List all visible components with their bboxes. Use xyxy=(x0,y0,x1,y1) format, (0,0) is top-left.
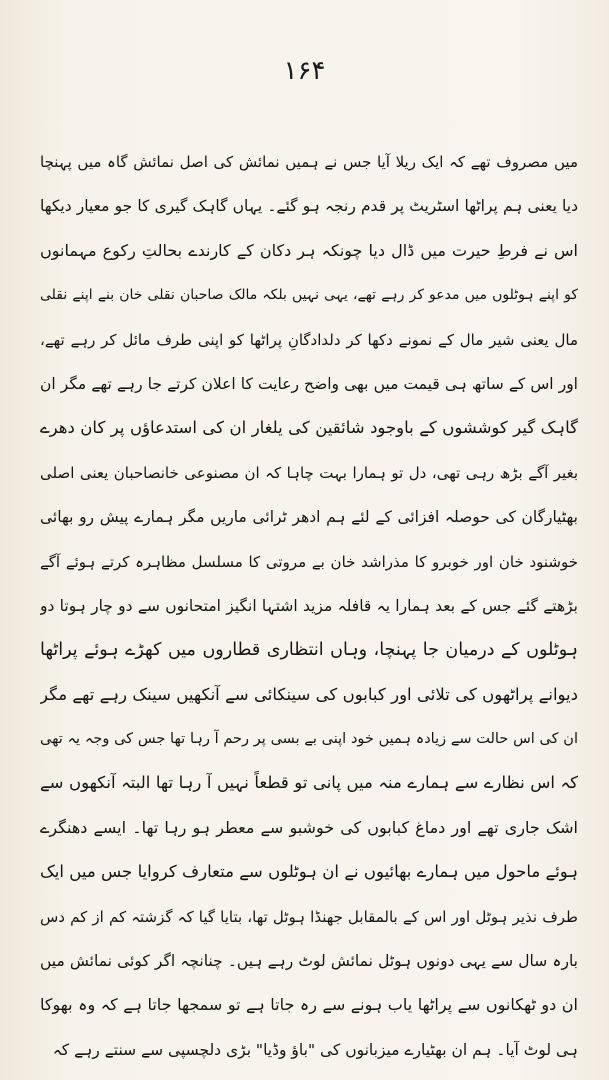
text-line: بغیر آگے بڑھ رہی تھی، دل تو ہمارا بہت چاہا کہ ان مصنوعی خانصاحبان یعنی اصلی xyxy=(40,463,578,482)
text-line: بارہ سال سے یہی دونوں ہوٹل نمائش لوٹ رہے ہیں۔ چنانچہ اگر کوئی نمائش میں xyxy=(40,952,578,971)
body-text xyxy=(40,140,578,1072)
text-line: خوشنود خان اور خوبرو کا مذراشد خان بے مروتی کا مسلسل مظاہرہ کرتے ہوئے آگے xyxy=(40,552,578,571)
text-line: میں مصروف تھے کہ ایک ریلا آیا جس نے ہمیں نمائش کی اصل نمائش گاہ میں پہنچا xyxy=(40,153,578,171)
text-line: اور اس کے ساتھ ہی قیمت میں بھی واضح رعایت کا اعلان کرتے جا رہے تھے مگر ان xyxy=(40,374,578,393)
text-line: ہی لوٹ آیا۔ ہم ان بھٹیارے میزبانوں کی "باؤ وڈیا" بڑی دلچسپی سے سنتے رہے کہ xyxy=(52,1040,578,1059)
text-line: کو اپنے ہوٹلوں میں مدعو کر رہے تھے، یہی نہیں بلکہ مالک صاحبان نقلی خان بنے اپنے نقلی xyxy=(40,287,578,304)
text-line: دیوانے پراٹھوں کی تلائی اور کبابوں کی سینکائی سے آنکھیں سینک رہے تھے مگر xyxy=(40,684,578,704)
text-line: دیا یعنی ہم پراٹھا اسٹریٹ پر قدم رنجہ ہو گئے۔ یہاں گاہک گیری کا جو معیار دیکھا xyxy=(40,197,578,216)
text-line: ہوٹلوں کے درمیان جا پہنچا، وہاں انتظاری قطاروں میں کھڑے ہوئے پراٹھا xyxy=(40,640,578,661)
text-line: ان دو ٹھکانوں سے پراٹھا یاب ہونے سے رہ جاتا ہے تو سمجھا جاتا ہے کہ وہ بھوکا xyxy=(40,995,578,1015)
page-number: ۱۶۴ xyxy=(283,56,326,86)
text-line: اس نے فرطِ حیرت میں ڈال دیا چونکہ ہر دکان کے کارندے بحالتِ رکوع مہمانوں xyxy=(40,240,578,260)
text-line: بڑھتے گئے جس کے بعد ہمارا یہ قافلہ مزید اشتہا انگیز امتحانوں سے دو چار ہوتا دو xyxy=(40,596,578,615)
text-line: ان کی اس حالت سے زیادہ ہمیں خود اپنی بے بسی پر رحم آ رہا تھا جس کی وجہ یہ تھی xyxy=(40,731,578,748)
text-line: بھٹیارگان کی حوصلہ افزائی کے لئے ہم ادھر ٹرائی ماریں مگر ہمارے پیش رو بھائی xyxy=(40,508,578,527)
text-line: گاہک گیر کوششوں کے باوجود شائقین کی یلغار ان کی استدعاؤں پر کان دھرے xyxy=(40,418,578,438)
text-line: کہ اس نظارے سے ہمارے منہ میں پانی تو قطعاً نہیں آ رہا تھا البتہ آنکھوں سے xyxy=(40,773,578,793)
text-line: طرف نذیر ہوٹل اور اس کے بالمقابل جھنڈا ہوٹل تھا، بتایا گیا کہ گزشتہ کم از کم دس xyxy=(40,907,578,926)
text-line: مال یعنی شیر مال کے نمونے دکھا کر دلدادگانِ پراٹھا کو اپنی طرف مائل کر رہے تھے، xyxy=(40,330,578,349)
text-line: اشک جاری تھے اور دماغ کبابوں کی خوشبو سے معطر ہو رہا تھا۔ ایسے دھنگرے xyxy=(40,817,578,837)
text-line: ہوئے ماحول میں ہمارے بھائیوں نے ان ہوٹلوں سے متعارف کروایا جس میں ایک xyxy=(40,862,578,882)
